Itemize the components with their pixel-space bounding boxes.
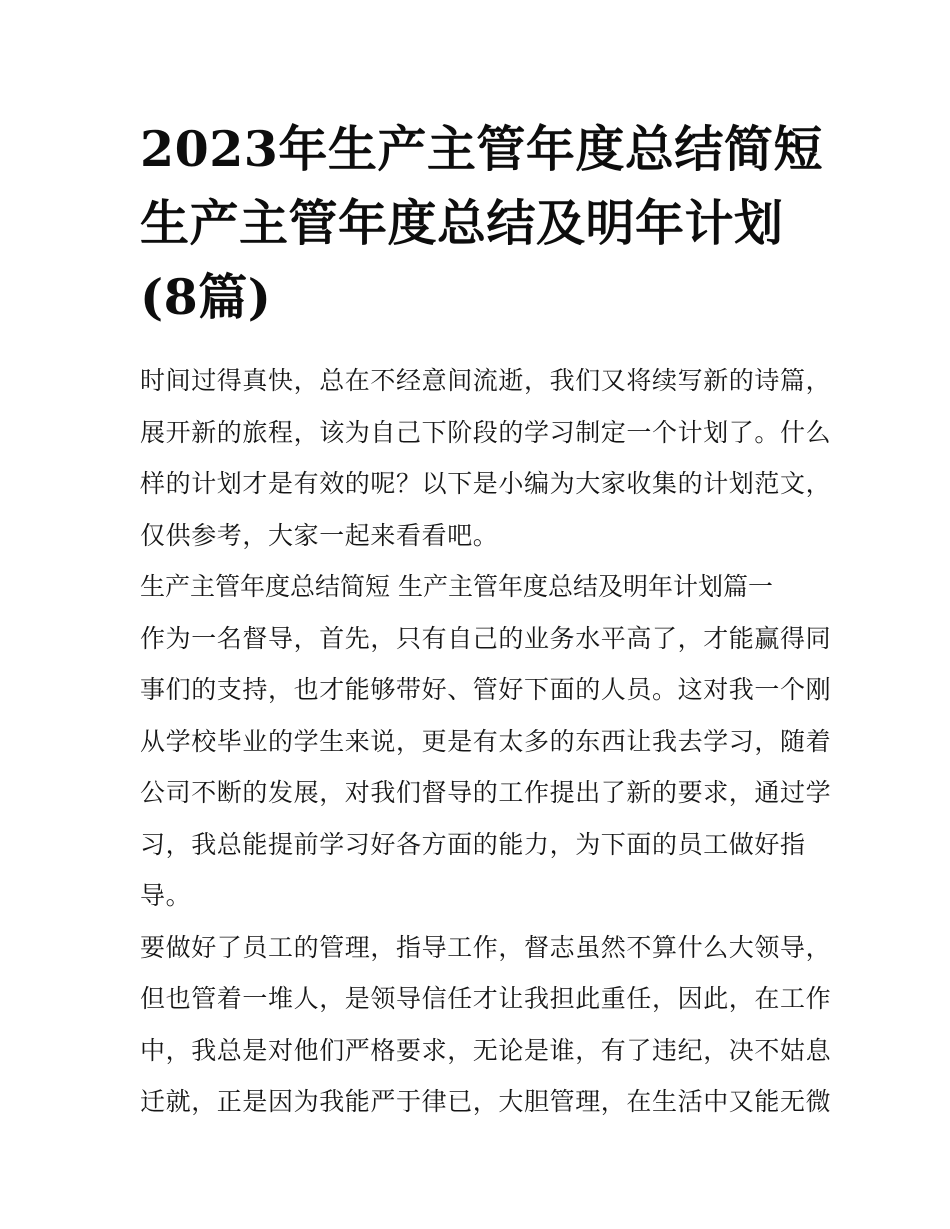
paragraph-line: 中，我总是对他们严格要求，无论是谁，有了违纪，决不姑息 [140, 1035, 832, 1065]
intro-line: 仅供参考，大家一起来看看吧。 [140, 520, 499, 550]
intro-line: 展开新的旅程，该为自己下阶段的学习制定一个计划了。什么 [140, 417, 832, 447]
paragraph-line: 从学校毕业的学生来说，更是有太多的东西让我去学习，随着 [140, 726, 832, 756]
paragraph-line: 但也管着一堆人，是领导信任才让我担此重任，因此，在工作 [140, 984, 832, 1013]
section-heading: 生产主管年度总结简短 生产主管年度总结及明年计划篇一 [140, 572, 773, 601]
paragraph-line: 迁就，正是因为我能严于律已，大胆管理，在生活中又能无微 [140, 1087, 832, 1116]
paragraph-line: 习，我总能提前学习好各方面的能力，为下面的员工做好指 [140, 829, 806, 859]
title-line: (8篇) [140, 268, 272, 326]
paragraph-line: 公司不断的发展，对我们督导的工作提出了新的要求，通过学 [140, 778, 832, 807]
document-title [140, 112, 823, 334]
intro-line: 时间过得真快，总在不经意间流逝，我们又将续写新的诗篇， [140, 366, 832, 395]
paragraph-line: 作为一名督导，首先，只有自己的业务水平高了，才能赢得同 [140, 623, 832, 653]
intro-line: 样的计划才是有效的呢？以下是小编为大家收集的计划范文， [140, 469, 832, 498]
paragraph-line: 导。 [140, 881, 192, 910]
title-line: 生产主管年度总结及明年计划 [140, 194, 784, 252]
paragraph-line: 要做好了员工的管理，指导工作，督志虽然不算什么大领导， [140, 932, 832, 962]
paragraph-line: 事们的支持，也才能够带好、管好下面的人员。这对我一个刚 [140, 675, 832, 704]
title-line: 2023年生产主管年度总结简短 [140, 120, 823, 178]
document-body [140, 355, 832, 1128]
